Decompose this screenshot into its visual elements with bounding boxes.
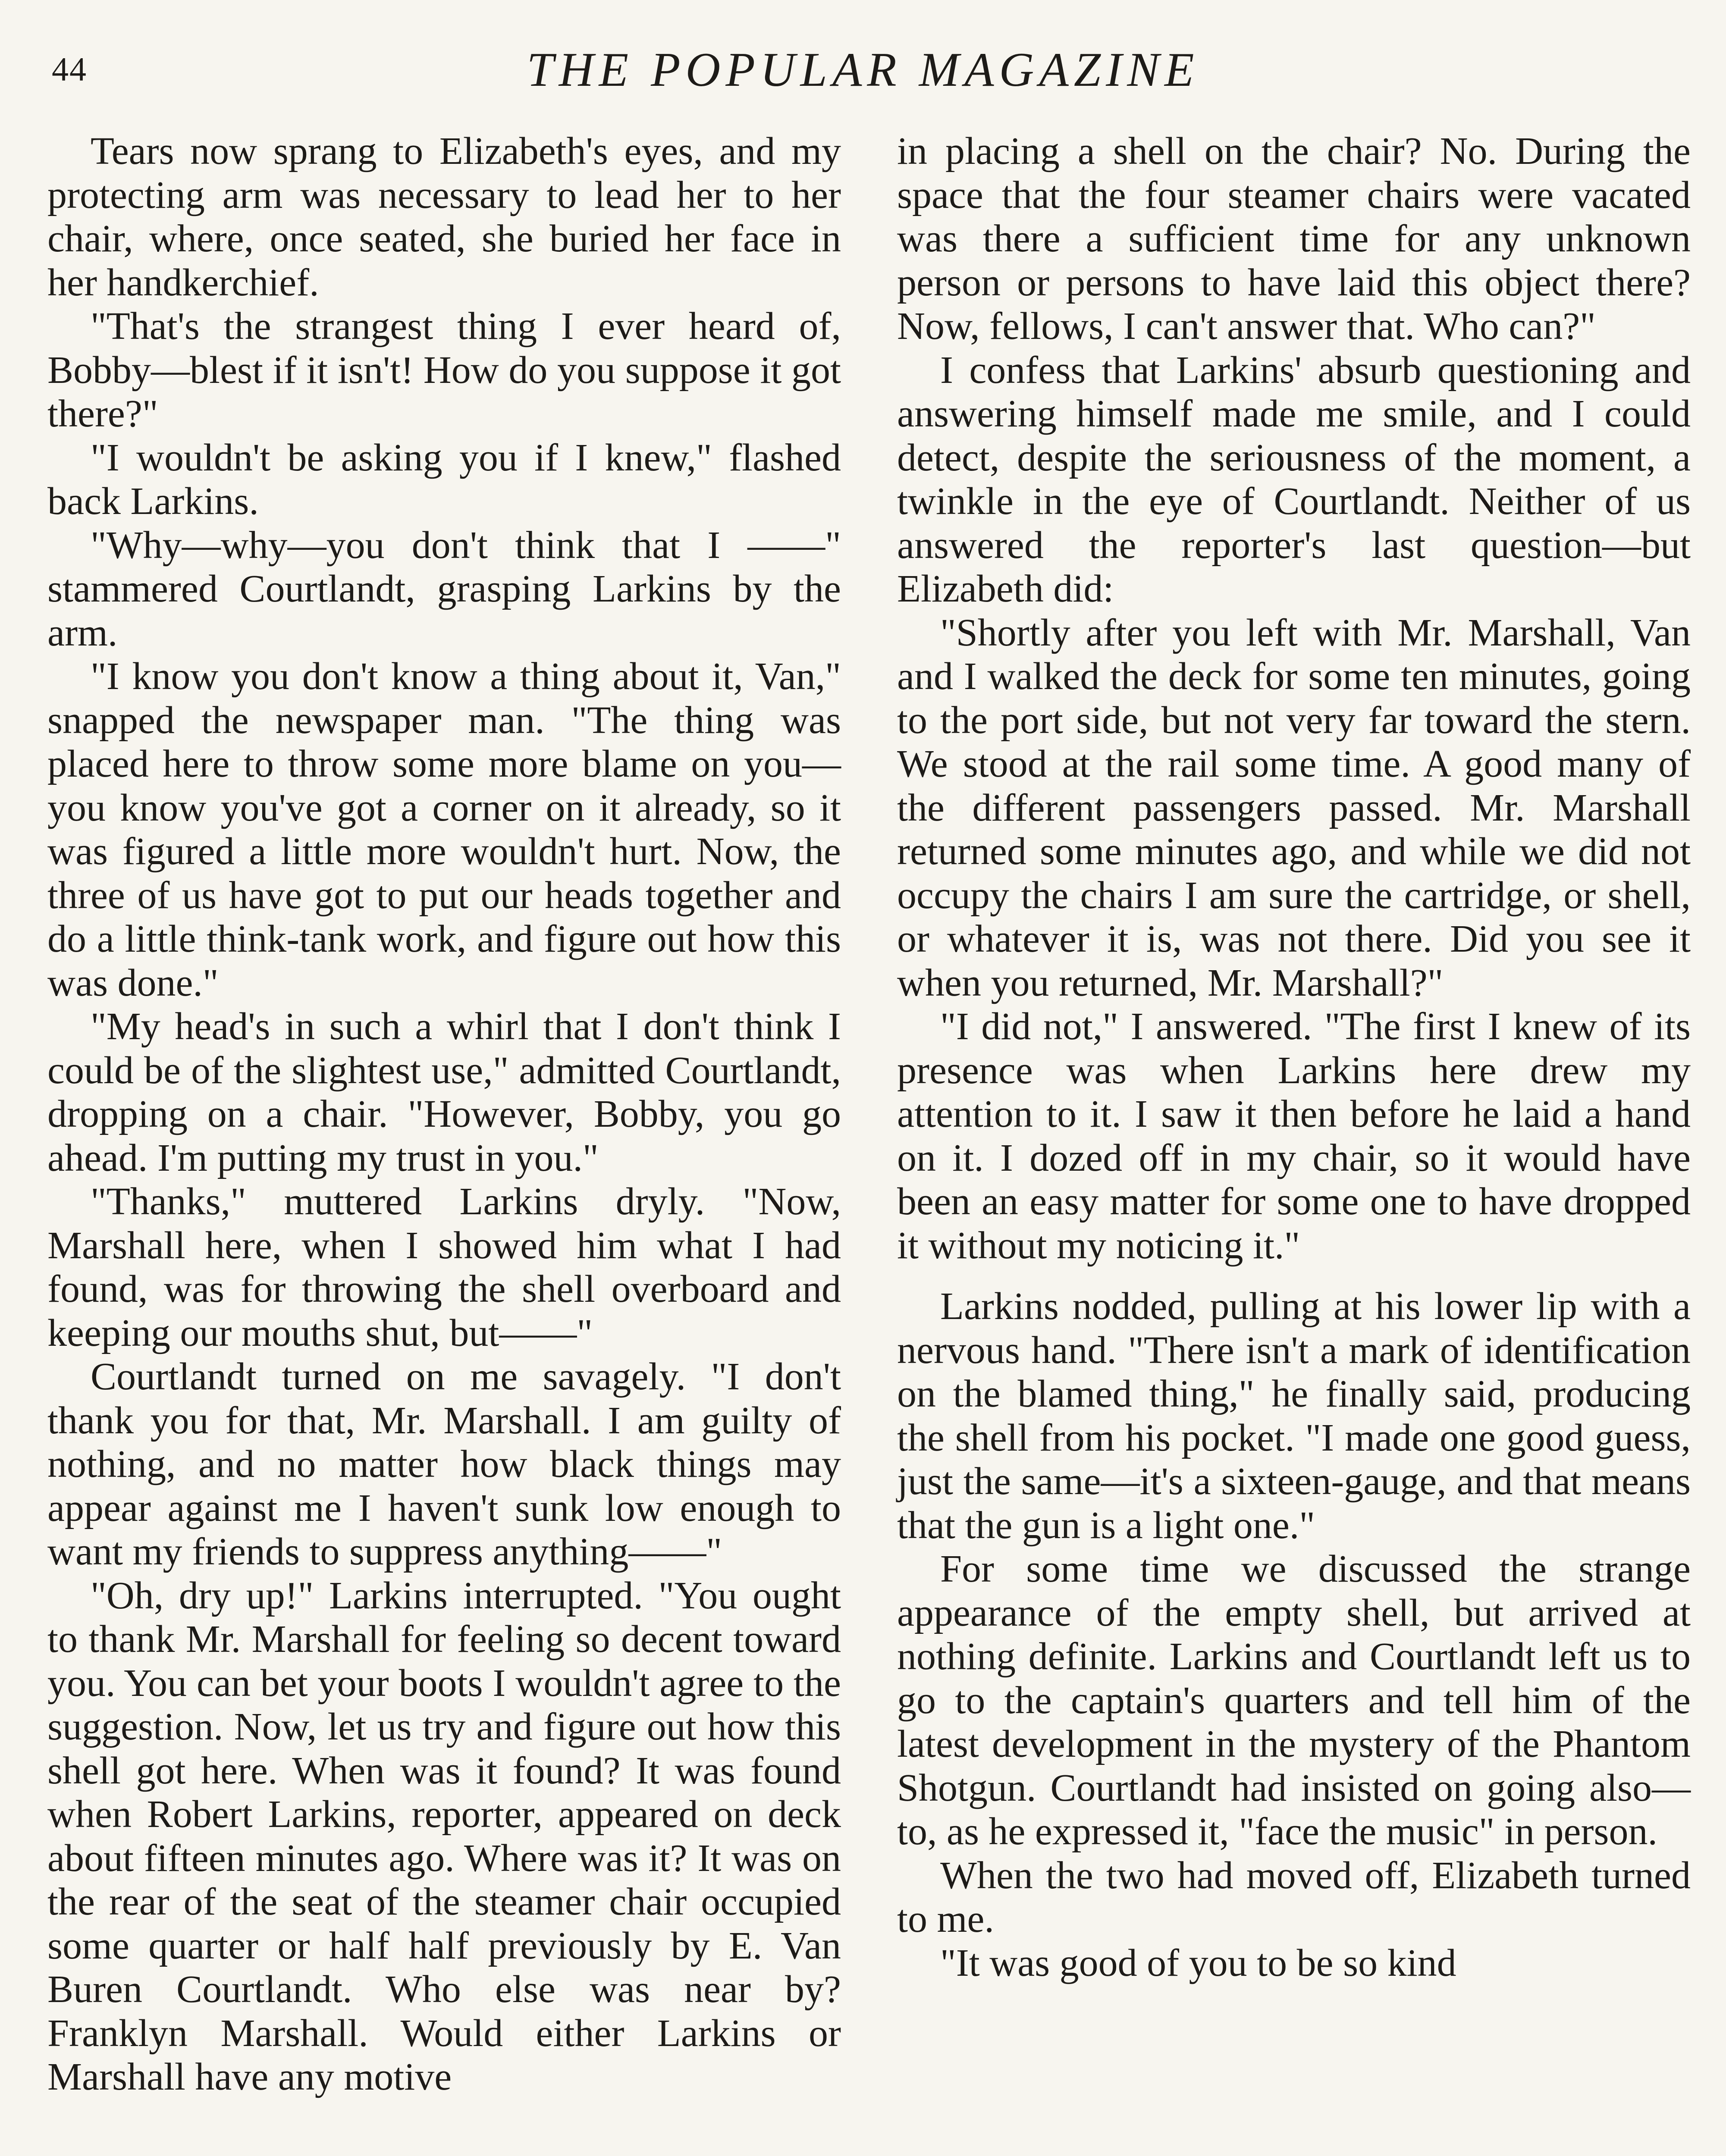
magazine-title: THE POPULAR MAGAZINE — [527, 43, 1199, 97]
paragraph: Larkins nodded, pulling at his lower lip with a nervous hand. "There isn't a mark of identification on the blamed thing," he finally said, producing the shell from his pocket. "I made one good guess, just the same—it's a sixteen-gauge, and that means that the gun is a light one." — [897, 1285, 1691, 1547]
paragraph: I confess that Larkins' absurb questioning and answering himself made me smile, and I could detect, despite the seriousness of the moment, a twinkle in the eye of Courtlandt. Neither of us answered the reporter's last question—but Elizabeth did: — [897, 348, 1691, 610]
paragraph: "I know you don't know a thing about it, Van," snapped the newspaper man. "The thing was placed here to throw some more blame on you—you know you've got a corner on it already, so it was figured a little more wouldn't hurt. Now, the three of us have got to put our heads together and do a little think-tank work, and figure out how this was done." — [47, 655, 841, 1004]
page-header — [0, 42, 1726, 107]
paragraph: "Thanks," muttered Larkins dryly. "Now, Marshall here, when I showed him what I had found, was for throwing the shell overboard and keeping our mouths shut, but——" — [47, 1180, 841, 1354]
paragraph: "I did not," I answered. "The first I knew of its presence was when Larkins here drew my attention to it. I saw it then before he laid a hand on it. I dozed off in my chair, so it would have been an easy matter for some one to have dropped it without my noticing it." — [897, 1005, 1691, 1267]
paragraph: When the two had moved off, Elizabeth turned to me. — [897, 1854, 1691, 1940]
paragraph: "Why—why—you don't think that I ——" stammered Courtlandt, grasping Larkins by the arm. — [47, 523, 841, 654]
paragraph-continued: in placing a shell on the chair? No. During the space that the four steamer chairs were vacated was there a sufficient time for any unknown person or persons to have laid this object there? Now, fellows, I can't answer that. Who can?" — [897, 130, 1691, 348]
paragraph: "It was good of you to be so kind — [940, 1941, 1456, 1984]
paragraph: "My head's in such a whirl that I don't think I could be of the slightest use," admitted Courtlandt, dropping on a chair. "However, Bobby, you go ahead. I'm putting my trust in you." — [47, 1005, 841, 1179]
left-column — [47, 129, 841, 2099]
paragraph: "I wouldn't be asking you if I knew," flashed back Larkins. — [47, 436, 841, 523]
right-column — [897, 129, 1691, 1985]
page-number: 44 — [52, 50, 87, 88]
paragraph: "That's the strangest thing I ever heard of, Bobby—blest if it isn't! How do you suppose it got there?" — [47, 305, 841, 435]
paragraph: "Shortly after you left with Mr. Marshall, Van and I walked the deck for some ten minutes, going to the port side, but not very far toward the stern. We stood at the rail some time. A good many of the different passengers passed. Mr. Marshall returned some minutes ago, and while we did not occupy the chairs I am sure the cartridge, or shell, or whatever it is, was not there. Did you see it when you returned, Mr. Marshall?" — [897, 611, 1691, 1004]
paragraph: For some time we discussed the strange appearance of the empty shell, but arrived at nothing definite. Larkins and Courtlandt left us to go to the captain's quarters and tell him of the latest development in the mystery of the Phantom Shotgun. Courtlandt had insisted on going also—to, as he expressed it, "face the music" in person. — [897, 1548, 1691, 1853]
paragraph: Courtlandt turned on me savagely. "I don't thank you for that, Mr. Marshall. I am guilty of nothing, and no matter how black things may appear against me I haven't sunk low enough to want my friends to suppress anything——" — [47, 1355, 841, 1573]
paragraph: Tears now sprang to Elizabeth's eyes, and my protecting arm was necessary to lead her to her chair, where, once seated, she buried her face in her handkerchief. — [47, 130, 841, 304]
paragraph: "Oh, dry up!" Larkins interrupted. "You ought to thank Mr. Marshall for feeling so decent toward you. You can bet your boots I wouldn't agree to the suggestion. Now, let us try and figure out how this shell got here. When was it found? It was found when Robert Larkins, reporter, appeared on deck about fifteen minutes ago. Where was it? It was on the rear of the seat of the steamer chair occupied some quarter or half half previously by E. Van Buren Courtlandt. Who else was near by? Franklyn Marshall. Would either Larkins or Marshall have any motive — [47, 1574, 841, 2098]
